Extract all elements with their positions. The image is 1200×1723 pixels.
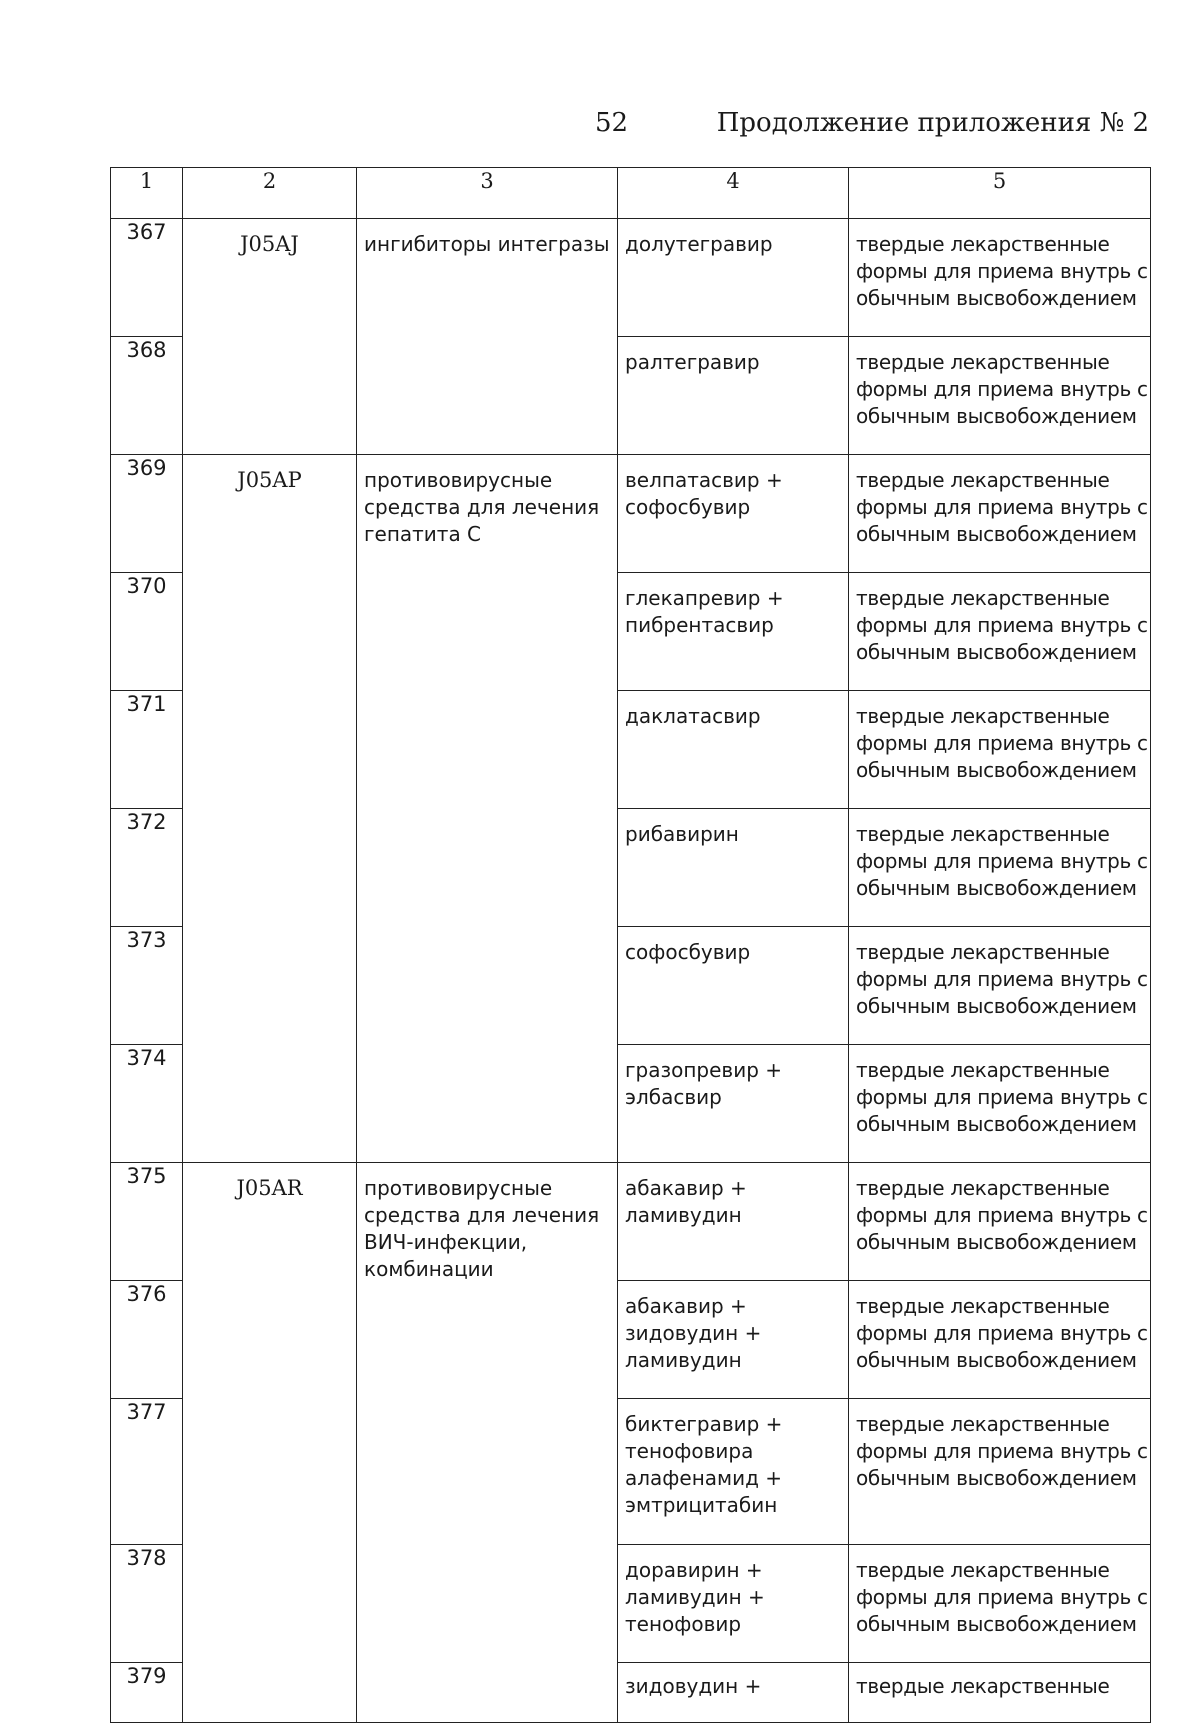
drug-name: долутегравир	[618, 219, 849, 337]
drug-name: софосбувир	[618, 927, 849, 1045]
column-header: 3	[357, 168, 618, 219]
row-number: 372	[111, 809, 183, 927]
row-number: 375	[111, 1163, 183, 1281]
row-number: 377	[111, 1399, 183, 1545]
drug-name: абакавир + зидовудин + ламивудин	[618, 1281, 849, 1399]
row-number: 378	[111, 1545, 183, 1663]
dosage-form: твердые лекарственные	[849, 1663, 1151, 1723]
table-row	[111, 219, 1151, 337]
atc-code: J05AJ	[183, 219, 357, 455]
table-header-row	[111, 168, 1151, 219]
drug-name: даклатасвир	[618, 691, 849, 809]
row-number: 376	[111, 1281, 183, 1399]
column-header: 5	[849, 168, 1151, 219]
dosage-form: твердые лекарственные формы для приема внутрь с обычным высвобождением	[849, 219, 1151, 337]
dosage-form: твердые лекарственные формы для приема внутрь с обычным высвобождением	[849, 927, 1151, 1045]
row-number: 379	[111, 1663, 183, 1723]
row-number: 368	[111, 337, 183, 455]
row-number: 369	[111, 455, 183, 573]
page-number: 52	[595, 108, 629, 138]
atc-code: J05AP	[183, 455, 357, 1163]
table-row	[111, 1163, 1151, 1281]
atc-code: J05AR	[183, 1163, 357, 1723]
row-number: 373	[111, 927, 183, 1045]
table-row	[111, 455, 1151, 573]
dosage-form: твердые лекарственные формы для приема внутрь с обычным высвобождением	[849, 1399, 1151, 1545]
dosage-form: твердые лекарственные формы для приема внутрь с обычным высвобождением	[849, 455, 1151, 573]
drug-name: зидовудин +	[618, 1663, 849, 1723]
column-header: 2	[183, 168, 357, 219]
appendix-continuation-header: Продолжение приложения № 2	[716, 108, 1149, 138]
row-number: 367	[111, 219, 183, 337]
column-header: 4	[618, 168, 849, 219]
dosage-form: твердые лекарственные формы для приема внутрь с обычным высвобождением	[849, 1045, 1151, 1163]
dosage-form: твердые лекарственные формы для приема внутрь с обычным высвобождением	[849, 1545, 1151, 1663]
column-header: 1	[111, 168, 183, 219]
dosage-form: твердые лекарственные формы для приема внутрь с обычным высвобождением	[849, 1281, 1151, 1399]
medicine-list-table	[110, 167, 1151, 1723]
drug-name: велпатасвир + софосбувир	[618, 455, 849, 573]
row-number: 370	[111, 573, 183, 691]
dosage-form: твердые лекарственные формы для приема внутрь с обычным высвобождением	[849, 809, 1151, 927]
atc-group-name: противовирусные средства для лечения ВИЧ-инфекции, комбинации	[357, 1163, 618, 1723]
row-number: 374	[111, 1045, 183, 1163]
atc-group-name: противовирусные средства для лечения гепатита С	[357, 455, 618, 1163]
dosage-form: твердые лекарственные формы для приема внутрь с обычным высвобождением	[849, 337, 1151, 455]
row-number: 371	[111, 691, 183, 809]
drug-name: абакавир + ламивудин	[618, 1163, 849, 1281]
dosage-form: твердые лекарственные формы для приема внутрь с обычным высвобождением	[849, 573, 1151, 691]
drug-name: глекапревир + пибрентасвир	[618, 573, 849, 691]
drug-name: биктегравир + тенофовира алафенамид + эмтрицитабин	[618, 1399, 849, 1545]
drug-name: гразопревир + элбасвир	[618, 1045, 849, 1163]
drug-name: рибавирин	[618, 809, 849, 927]
dosage-form: твердые лекарственные формы для приема внутрь с обычным высвобождением	[849, 1163, 1151, 1281]
drug-name: ралтегравир	[618, 337, 849, 455]
drug-name: доравирин + ламивудин + тенофовир	[618, 1545, 849, 1663]
dosage-form: твердые лекарственные формы для приема внутрь с обычным высвобождением	[849, 691, 1151, 809]
atc-group-name: ингибиторы интегразы	[357, 219, 618, 455]
